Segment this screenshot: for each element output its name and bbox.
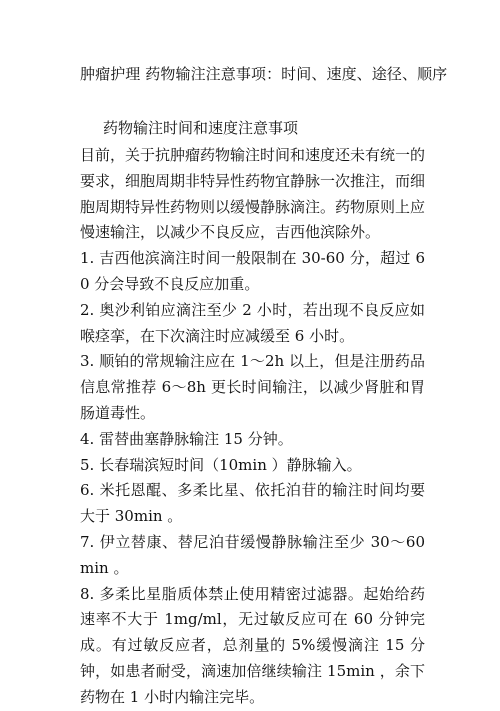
list-item: 1. 吉西他滨滴注时间一般限制在 30-60 分，超过 60 分会导致不良反应加重。 (80, 249, 425, 293)
intro-paragraph: 目前，关于抗肿瘤药物输注时间和速度还未有统一的要求，细胞周期非特异性药物宜静脉一次推注，而细胞周期特异性药物则以缓慢静脉滴注。药物原则上应慢速输注，以减少不良反应，吉西他滨除外。 (80, 146, 426, 242)
list-item: 3. 顺铂的常规输注应在 1～2h 以上，但是注册药品信息常推荐 6～8h 更长时间输注，以减少肾脏和胃肠道毒性。 (80, 352, 425, 422)
list-item: 7. 伊立替康、替尼泊苷缓慢静脉输注至少 30～60min 。 (80, 532, 425, 577)
document-body (80, 143, 425, 711)
list-item: 8. 多柔比星脂质体禁止使用精密过滤器。起始给药速率不大于 1mg/ml，无过敏反应可在 60 分钟完成。有过敏反应者，总剂量的 5%缓慢滴注 15 分钟，如患者耐受，滴速加倍继续输注 15min ，余下药物在 1 小时内输注完毕。 (80, 584, 425, 706)
list-item: 4. 雷替曲塞静脉输注 15 分钟。 (80, 429, 293, 448)
list-item: 6. 米托恩醌、多柔比星、依托泊苷的输注时间均要大于 30min 。 (80, 481, 425, 526)
list-item: 5. 长春瑞滨短时间（10min ）静脉输入。 (80, 455, 362, 474)
list-item: 2. 奥沙利铂应滴注至少 2 小时，若出现不良反应如喉痉挛，在下次滴注时应减缓至 6 小时。 (80, 300, 425, 345)
section-heading: 药物输注时间和速度注意事项 (103, 119, 299, 137)
document-title: 肿瘤护理 药物输注注意事项：时间、速度、途径、顺序 (80, 65, 448, 83)
